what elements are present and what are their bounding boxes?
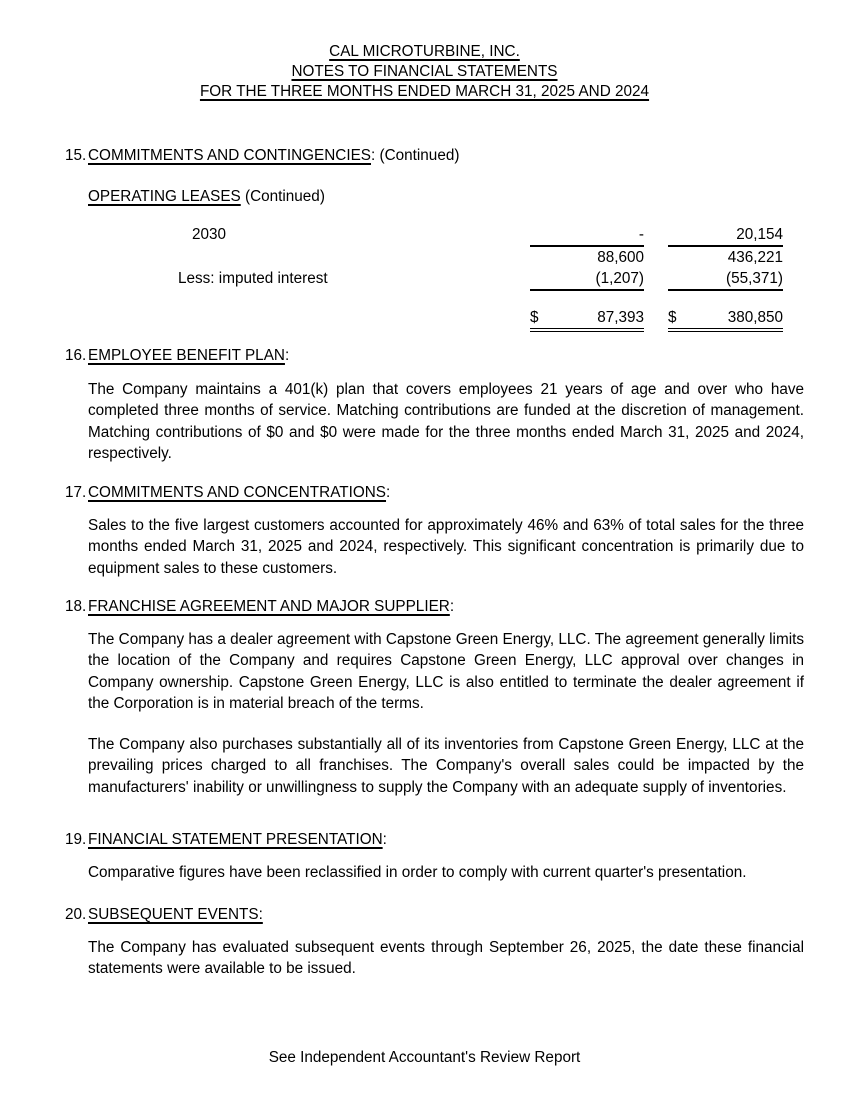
footer-note: See Independent Accountant's Review Report <box>268 1049 581 1066</box>
total-value: 380,850 <box>727 309 783 326</box>
section-18-suffix: : <box>449 598 455 615</box>
section-18-paragraph-2: The Company also purchases substantially all of its inventories from Capstone Green Energy, LLC at the prevailing prices charged to all franchises. The Company's overall sales could be impacted by the manufacturers' inability or unwillingness to supply the Company with an adequate supply of inventories. <box>88 736 804 796</box>
period-line-text: FOR THE THREE MONTHS ENDED MARCH 31, 2025 AND 2024 <box>199 83 650 101</box>
section-16-number: 16. <box>65 347 87 364</box>
section-16-suffix: : <box>284 347 290 364</box>
table-row-total <box>88 307 804 332</box>
row-label: 2030 <box>192 226 227 243</box>
document-header <box>0 42 849 103</box>
table-row-2030 <box>88 224 804 247</box>
section-17-number: 17. <box>65 484 87 501</box>
section-17-paragraph: Sales to the five largest customers accounted for approximately 46% and 63% of total sales for the three months ended March 31, 2025 and 2024, respectively. This significant concentration is primarily due to equipment sales to these customers. <box>88 517 804 577</box>
col-2024-value: 20,154 <box>668 224 783 247</box>
dollar-sign: $ <box>530 309 539 326</box>
company-name-text: CAL MICROTURBINE, INC. <box>329 43 520 60</box>
col-2024-total <box>668 307 783 332</box>
section-18-paragraph-1: The Company has a dealer agreement with Capstone Green Energy, LLC. The agreement generally limits the location of the Company and requires Capstone Green Energy, LLC approval over changes in Company ownership. Capstone Green Energy, LLC is also entitled to terminate the dealer agreement if the Corporation is in material breach of the terms. <box>88 631 804 713</box>
operating-leases-suffix: (Continued) <box>240 188 325 205</box>
col-2025-value: - <box>530 224 644 247</box>
section-17-title: COMMITMENTS AND CONCENTRATIONS <box>88 484 387 501</box>
section-17-suffix: : <box>386 484 391 501</box>
section-19-number: 19. <box>65 831 87 848</box>
row-label <box>88 247 530 268</box>
section-19-suffix: : <box>382 831 387 848</box>
section-17-heading <box>65 482 390 503</box>
lease-schedule-table <box>88 224 804 332</box>
company-name <box>0 42 849 62</box>
section-19-heading <box>65 829 387 850</box>
section-20-heading <box>65 904 263 925</box>
total-value: 87,393 <box>597 309 644 326</box>
table-spacer <box>88 291 804 307</box>
table-row-subtotal <box>88 247 804 268</box>
col-2025-value: (1,207) <box>530 268 644 291</box>
table-row-imputed-interest <box>88 268 804 291</box>
operating-leases-title: OPERATING LEASES <box>88 188 241 205</box>
section-18-number: 18. <box>65 598 87 615</box>
section-15-title: COMMITMENTS AND CONTINGENCIES <box>88 147 371 164</box>
col-2024-value: (55,371) <box>668 268 783 291</box>
row-label <box>88 307 530 332</box>
col-2025-total <box>530 307 644 332</box>
section-15-number: 15. <box>65 147 87 164</box>
period-line <box>0 82 849 102</box>
section-20-title: SUBSEQUENT EVENTS: <box>88 906 263 923</box>
section-19-title: FINANCIAL STATEMENT PRESENTATION <box>88 831 383 848</box>
col-2024-value: 436,221 <box>727 249 783 266</box>
operating-leases-subheading <box>88 186 325 207</box>
section-15-heading <box>65 145 459 166</box>
section-16-title: EMPLOYEE BENEFIT PLAN <box>88 347 285 364</box>
section-19-paragraph: Comparative figures have been reclassified in order to comply with current quarter's presentation. <box>88 864 747 881</box>
document-title <box>0 62 849 82</box>
dollar-sign: $ <box>668 309 677 326</box>
section-20-number: 20. <box>65 906 87 923</box>
row-label: Less: imputed interest <box>178 270 328 287</box>
section-20-paragraph: The Company has evaluated subsequent events through September 26, 2025, the date these financial statements were available to be issued. <box>88 939 804 978</box>
section-16-paragraph: The Company maintains a 401(k) plan that covers employees 21 years of age and over who have completed three months of service. Matching contributions are funded at the discretion of management. Matching contributions of $0 and $0 were made for the three months ended March 31, 2025 and 2024, respectively. <box>88 381 804 463</box>
section-18-heading <box>65 596 454 617</box>
col-2025-value: 88,600 <box>597 249 644 266</box>
section-15-suffix: : (Continued) <box>371 147 460 164</box>
document-title-text: NOTES TO FINANCIAL STATEMENTS <box>291 63 558 81</box>
section-18-title: FRANCHISE AGREEMENT AND MAJOR SUPPLIER <box>88 598 450 615</box>
section-16-heading <box>65 345 289 366</box>
